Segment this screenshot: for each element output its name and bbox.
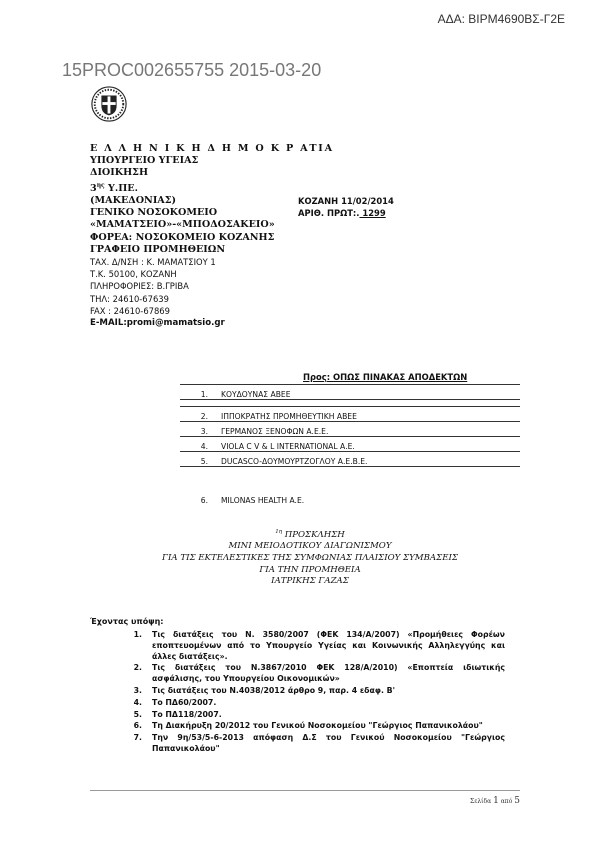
footer-divider (90, 790, 520, 791)
administration-label: ΔΙΟΙΚΗΣΗ (90, 167, 149, 179)
entity-name: ΦΟΡΕΑ: ΝΟΣΟΚΟΜΕΙΟ ΚΟΖΑΝΗΣ (90, 231, 275, 243)
invitation-title: $^{1\eta}$ ΠΡΟΣΚΛΗΣΗ (275, 529, 345, 540)
ada-code: ΑΔΑ: ΒΙΡΜ4690ΒΣ-Γ2Ε (437, 12, 565, 26)
recipient-name: ΓΕΡΜΑΝΟΣ ΞΕΝΟΦΩΝ Α.Ε.Ε. (221, 422, 520, 437)
recipients-header: Προς: ΟΠΩΣ ΠΙΝΑΚΑΣ ΑΠΟΔΕΚΤΩΝ (303, 372, 468, 382)
health-region: $3^{\eta\varsigma}$ Υ.ΠΕ. (90, 181, 138, 194)
recipient-name: DUCASCO-ΔΟΥΜΟΥΡΤΖΟΓΛΟΥ Α.Ε.Β.Ε. (221, 452, 520, 467)
title-line-5: ΙΑΤΡΙΚΗΣ ΓΑΖΑΣ (271, 576, 349, 587)
protocol-label: ΑΡΙΘ. ΠΡΩΤ:. (298, 208, 360, 219)
recipient-name: MILONAS HEALTH A.E. (221, 496, 305, 505)
date-block (298, 195, 394, 219)
email-address: E-MAIL:promi@mamatsio.gr (90, 318, 225, 329)
list-item: 2. Τις διατάξεις του Ν.3867/2010 ΦΕΚ 128/Α/2010) «Εποπτεία ιδιωτικής ασφάλισης, του Υπουργείου Οικονομικών» (133, 663, 505, 684)
postal-code: Τ.Κ. 50100, ΚΟΖΑΝΗ (90, 269, 177, 280)
list-item: 7. Την 9η/53/5-6-2013 απόφαση Δ.Σ του Γενικού Νοσοκομείου "Γεώργιος Παπανικολάου" (133, 733, 505, 753)
title-line-4: ΓΙΑ ΤΗΝ ΠΡΟΜΗΘΕΙΑ (259, 564, 361, 575)
recipient-name: ΚΟΥΔΟΥΝΑΣ ΑΒΕΕ (221, 385, 520, 400)
list-item: 6. Τη Διακήρυξη 20/2012 του Γενικού Νοσοκομείου "Γεώργιος Παπανικολάου" (133, 721, 483, 731)
title-line-3: ΓΙΑ ΤΙΣ ΕΚΤΕΛΕΣΤΙΚΕΣ ΤΗΣ ΣΥΜΦΩΝΙΑΣ ΠΛΑΙΣΙΟΥ ΣΥΜΒΑΣΕΙΣ (162, 553, 458, 564)
recipient-name: ΙΠΠΟΚΡΑΤΗΣ ΠΡΟΜΗΘΕΥΤΙΚΗ ΑΒΕΕ (221, 407, 520, 422)
recipients-table (180, 384, 520, 505)
protocol-number: 1299 (359, 208, 386, 219)
document-title (80, 527, 540, 588)
ministry-name: ΥΠΟΥΡΓΕΙΟ ΥΓΕΙΑΣ (90, 155, 199, 167)
list-item: 4. Το ΠΔ60/2007. (133, 697, 217, 707)
table-row: 2. ΙΠΠΟΚΡΑΤΗΣ ΠΡΟΜΗΘΕΥΤΙΚΗ ΑΒΕΕ (180, 407, 520, 422)
legal-basis-list (90, 630, 505, 756)
list-item: 3. Τις διατάξεις του Ν.4038/2012 άρθρο 9, παρ. 4 εδαφ. Β' (133, 685, 395, 695)
hospital-name: «ΜΑΜΑΤΣΕΙΟ»-«ΜΠΟΔΟΣΑΚΕΙΟ» (90, 219, 275, 231)
phone-number: ΤΗΛ: 24610-67639 (90, 293, 169, 304)
table-row: 4. VIOLA C V & L INTERNATIONAL Α.Ε. (180, 437, 520, 452)
table-row: 3. ΓΕΡΜΑΝΟΣ ΞΕΝΟΦΩΝ Α.Ε.Ε. (180, 422, 520, 437)
recipient-name: VIOLA C V & L INTERNATIONAL Α.Ε. (221, 437, 520, 452)
table-row: 6. MILONAS HEALTH A.E. (180, 467, 520, 506)
greek-coat-of-arms-icon (90, 85, 128, 123)
protocol-line (298, 207, 394, 219)
date-line: ΚΟΖΑΝΗ 11/02/2014 (298, 196, 394, 206)
page-number: Σελίδα 1 από 5 (469, 796, 520, 806)
list-item: 5. Το ΠΔ118/2007. (133, 709, 222, 719)
considering-label: Έχοντας υπόψη: (90, 617, 164, 626)
title-line-2: ΜΙΝΙ ΜΕΙΟΔΟΤΙΚΟΥ ΔΙΑΓΩΝΙΣΜΟΥ (228, 541, 392, 552)
fax-number: FAX : 24610-67869 (90, 305, 170, 316)
table-row: 1. ΚΟΥΔΟΥΝΑΣ ΑΒΕΕ (180, 385, 520, 400)
list-item: 1. Τις διατάξεις του Ν. 3580/2007 (ΦΕΚ 134/Α/2007) «Προμήθειες Φορέων εποπτευομένων από το Υπουργείο Υγείας και Κοινωνικής Αλληλεγγύης και άλλες διατάξεις». (133, 630, 505, 661)
hospital-label: ΓΕΝΙΚΟ ΝΟΣΟΚΟΜΕΙΟ (90, 207, 218, 219)
protocol-stamp: 15PROC002655755 2015-03-20 (62, 60, 322, 80)
country-name: Ε Λ Λ Η Ν Ι Κ Η Δ Η Μ Ο Κ Ρ ΑΤΙΑ (90, 143, 334, 154)
office-name: ΓΡΑΦΕΙΟ ΠΡΟΜΗΘΕΙΩΝ (90, 243, 226, 255)
contact-person: ΠΛΗΡΟΦΟΡΙΕΣ: Β.ΓΡΙΒΑ (90, 281, 189, 292)
health-region-name: (ΜΑΚΕΔΟΝΙΑΣ) (90, 195, 177, 206)
postal-address: ΤΑΧ. Δ/ΝΣΗ : Κ. ΜΑΜΑΤΣΙΟΥ 1 (90, 257, 216, 268)
table-row: 5. DUCASCO-ΔΟΥΜΟΥΡΤΖΟΓΛΟΥ Α.Ε.Β.Ε. (180, 452, 520, 467)
